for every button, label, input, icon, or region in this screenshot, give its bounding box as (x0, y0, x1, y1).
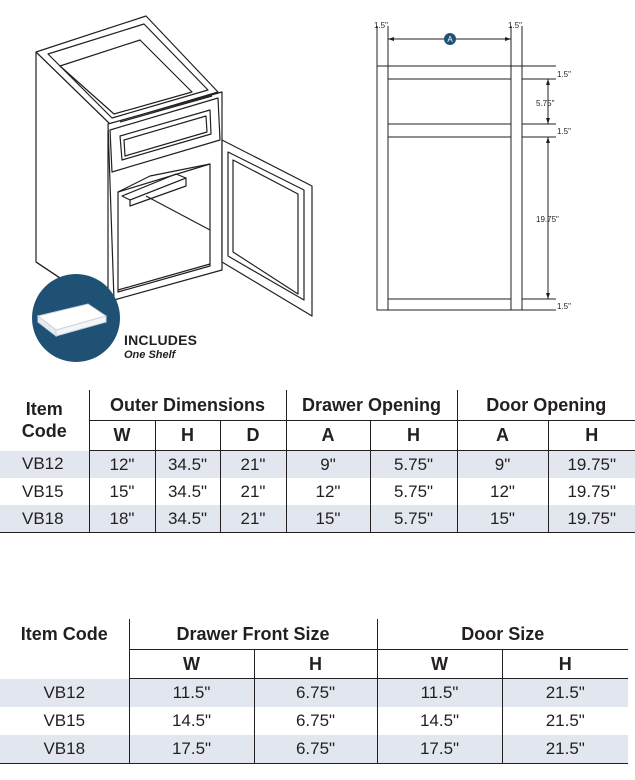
value-cell: 12" (457, 478, 548, 505)
value-cell: 21" (220, 505, 286, 533)
includes-title: INCLUDES (124, 332, 198, 348)
dimension-diagram (360, 10, 600, 320)
item-code-cell: VB18 (0, 505, 89, 533)
value-cell: 21" (220, 451, 286, 479)
item-code-cell: VB12 (0, 679, 129, 708)
value-cell: 11.5" (377, 679, 502, 708)
item-code-header: Item Code (21, 399, 67, 442)
value-cell: 19.75" (548, 478, 635, 505)
cabinet-illustration (0, 0, 330, 380)
item-code-header: Item Code (20, 624, 108, 644)
value-cell: 5.75" (370, 451, 457, 479)
value-cell: 11.5" (129, 679, 254, 708)
item-code-cell: VB15 (22, 481, 64, 501)
drawer-front-size-header: Drawer Front Size (129, 619, 377, 650)
dim-door-label: 19.75" (536, 215, 559, 224)
value-cell: 21.5" (502, 735, 628, 764)
col-header: W (89, 421, 155, 451)
dim-bottom-rail-label: 1.5" (557, 302, 571, 311)
value-cell: 18" (89, 505, 155, 533)
dim-right-label: 1.5" (508, 21, 522, 30)
includes-caption (124, 332, 197, 361)
table-row (0, 451, 635, 479)
value-cell: 14.5" (129, 707, 254, 735)
dim-drawer-label: 5.75" (536, 99, 555, 108)
door-size-header: Door Size (377, 619, 628, 650)
table-row (0, 505, 635, 533)
value-cell: 6.75" (254, 707, 377, 735)
value-cell: 12" (286, 478, 370, 505)
value-cell: 17.5" (129, 735, 254, 764)
value-cell: 34.5" (155, 478, 220, 505)
col-header: H (254, 650, 377, 679)
item-code-cell: VB15 (43, 711, 86, 730)
col-header: W (377, 650, 502, 679)
value-cell: 9" (457, 451, 548, 479)
outer-dimensions-header: Outer Dimensions (89, 390, 286, 421)
door-opening-header: Door Opening (457, 390, 635, 421)
table-row (0, 679, 628, 708)
table-row (0, 735, 628, 764)
col-header: H (370, 421, 457, 451)
value-cell: 5.75" (370, 505, 457, 533)
sizes-table (0, 619, 628, 764)
includes-subtitle: One Shelf (124, 349, 176, 361)
value-cell: 15" (89, 478, 155, 505)
table-row (0, 707, 628, 735)
value-cell: 12" (89, 451, 155, 479)
col-header: H (155, 421, 220, 451)
value-cell: 14.5" (377, 707, 502, 735)
dimensions-table (0, 390, 635, 533)
drawer-opening-header: Drawer Opening (286, 390, 457, 421)
dim-left-label: 1.5" (374, 21, 388, 30)
dimension-marker-label: A (447, 35, 453, 44)
table-row (0, 478, 635, 505)
value-cell: 34.5" (155, 451, 220, 479)
value-cell: 15" (286, 505, 370, 533)
value-cell: 34.5" (155, 505, 220, 533)
value-cell: 21.5" (502, 679, 628, 708)
value-cell: 21" (220, 478, 286, 505)
value-cell: 21.5" (502, 707, 628, 735)
value-cell: 5.75" (370, 478, 457, 505)
col-header: D (220, 421, 286, 451)
col-header: H (502, 650, 628, 679)
col-header: A (286, 421, 370, 451)
value-cell: 6.75" (254, 679, 377, 708)
value-cell: 19.75" (548, 451, 635, 479)
col-header: W (129, 650, 254, 679)
dim-top-rail-label: 1.5" (557, 70, 571, 79)
dim-mid-rail-label: 1.5" (557, 127, 571, 136)
value-cell: 15" (457, 505, 548, 533)
col-header: A (457, 421, 548, 451)
value-cell: 9" (286, 451, 370, 479)
item-code-cell: VB18 (0, 735, 129, 764)
item-code-cell: VB12 (0, 451, 89, 479)
value-cell: 6.75" (254, 735, 377, 764)
col-header: H (548, 421, 635, 451)
value-cell: 17.5" (377, 735, 502, 764)
value-cell: 19.75" (548, 505, 635, 533)
